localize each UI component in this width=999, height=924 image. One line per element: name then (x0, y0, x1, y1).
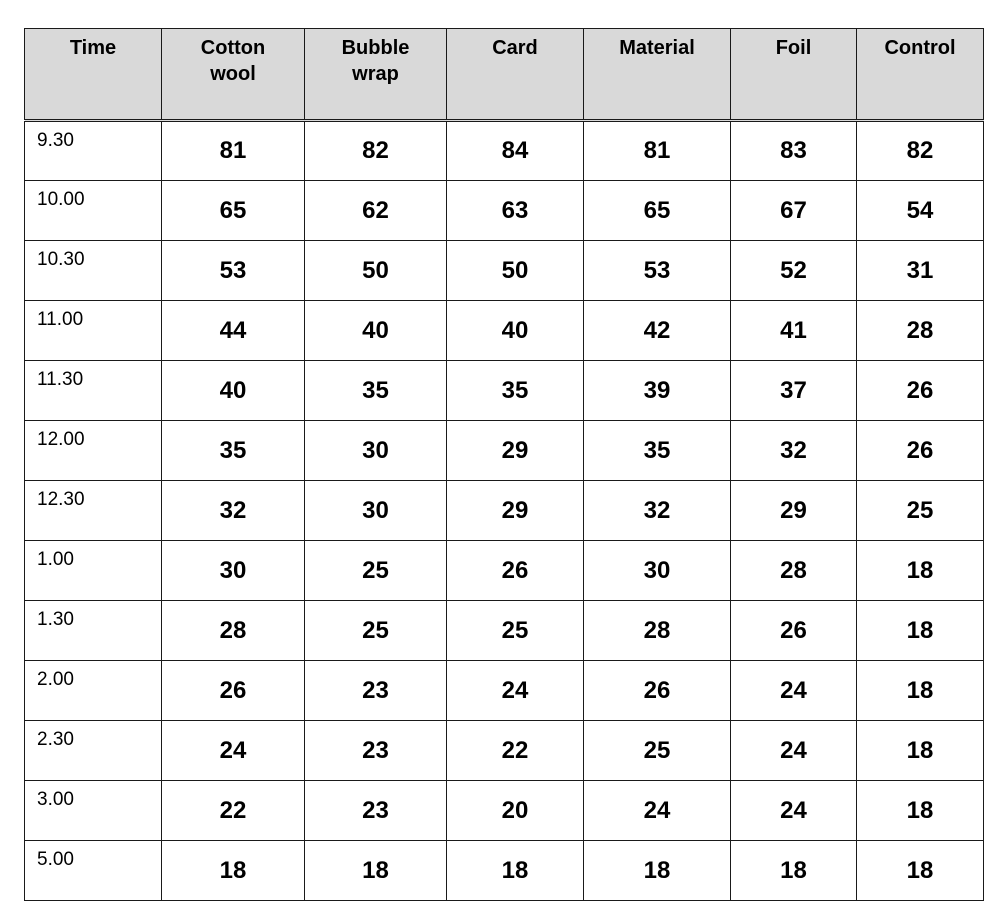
table-header (25, 29, 984, 121)
table-row (25, 661, 984, 721)
value-cell-card: 24 (447, 661, 584, 721)
table-row (25, 601, 984, 661)
table-row (25, 481, 984, 541)
table-row (25, 781, 984, 841)
header-row (25, 29, 984, 121)
table-row (25, 121, 984, 181)
value-cell-foil: 28 (731, 541, 857, 601)
value-cell-control: 31 (857, 241, 984, 301)
time-cell: 11.30 (25, 361, 162, 421)
table-row (25, 841, 984, 901)
value-cell-material: 25 (584, 721, 731, 781)
value-cell-material: 26 (584, 661, 731, 721)
value-cell-material: 18 (584, 841, 731, 901)
value-cell-bubble-wrap: 25 (305, 601, 447, 661)
value-cell-bubble-wrap: 30 (305, 481, 447, 541)
value-cell-card: 26 (447, 541, 584, 601)
time-cell: 2.00 (25, 661, 162, 721)
value-cell-bubble-wrap: 82 (305, 121, 447, 181)
value-cell-control: 26 (857, 421, 984, 481)
header-time: Time (25, 29, 162, 121)
value-cell-cotton-wool: 26 (162, 661, 305, 721)
time-cell: 3.00 (25, 781, 162, 841)
value-cell-card: 63 (447, 181, 584, 241)
header-bubble-wrap: Bubble wrap (305, 29, 447, 121)
value-cell-card: 40 (447, 301, 584, 361)
value-cell-control: 25 (857, 481, 984, 541)
value-cell-cotton-wool: 30 (162, 541, 305, 601)
value-cell-cotton-wool: 32 (162, 481, 305, 541)
value-cell-control: 18 (857, 541, 984, 601)
value-cell-cotton-wool: 81 (162, 121, 305, 181)
value-cell-bubble-wrap: 50 (305, 241, 447, 301)
value-cell-material: 42 (584, 301, 731, 361)
table-body (25, 121, 984, 901)
value-cell-material: 32 (584, 481, 731, 541)
value-cell-material: 65 (584, 181, 731, 241)
value-cell-card: 84 (447, 121, 584, 181)
value-cell-control: 18 (857, 721, 984, 781)
value-cell-foil: 26 (731, 601, 857, 661)
value-cell-card: 22 (447, 721, 584, 781)
temperature-table (24, 28, 984, 901)
value-cell-control: 28 (857, 301, 984, 361)
time-cell: 2.30 (25, 721, 162, 781)
value-cell-material: 53 (584, 241, 731, 301)
header-cotton-wool: Cotton wool (162, 29, 305, 121)
time-cell: 1.30 (25, 601, 162, 661)
time-cell: 10.30 (25, 241, 162, 301)
value-cell-material: 35 (584, 421, 731, 481)
time-cell: 12.30 (25, 481, 162, 541)
value-cell-material: 39 (584, 361, 731, 421)
time-cell: 5.00 (25, 841, 162, 901)
header-material: Material (584, 29, 731, 121)
time-cell: 11.00 (25, 301, 162, 361)
table-row (25, 241, 984, 301)
value-cell-card: 29 (447, 421, 584, 481)
value-cell-card: 35 (447, 361, 584, 421)
table-row (25, 301, 984, 361)
value-cell-cotton-wool: 22 (162, 781, 305, 841)
value-cell-cotton-wool: 65 (162, 181, 305, 241)
value-cell-foil: 24 (731, 661, 857, 721)
value-cell-cotton-wool: 24 (162, 721, 305, 781)
value-cell-bubble-wrap: 40 (305, 301, 447, 361)
header-foil: Foil (731, 29, 857, 121)
value-cell-card: 18 (447, 841, 584, 901)
value-cell-foil: 52 (731, 241, 857, 301)
value-cell-material: 81 (584, 121, 731, 181)
time-cell: 9.30 (25, 121, 162, 181)
value-cell-cotton-wool: 53 (162, 241, 305, 301)
value-cell-bubble-wrap: 35 (305, 361, 447, 421)
value-cell-foil: 37 (731, 361, 857, 421)
value-cell-card: 20 (447, 781, 584, 841)
table-row (25, 721, 984, 781)
time-cell: 1.00 (25, 541, 162, 601)
value-cell-material: 28 (584, 601, 731, 661)
value-cell-control: 18 (857, 661, 984, 721)
value-cell-foil: 18 (731, 841, 857, 901)
value-cell-card: 25 (447, 601, 584, 661)
header-control: Control (857, 29, 984, 121)
value-cell-card: 29 (447, 481, 584, 541)
value-cell-bubble-wrap: 23 (305, 781, 447, 841)
value-cell-foil: 32 (731, 421, 857, 481)
table-row (25, 541, 984, 601)
value-cell-cotton-wool: 28 (162, 601, 305, 661)
value-cell-bubble-wrap: 62 (305, 181, 447, 241)
value-cell-control: 26 (857, 361, 984, 421)
value-cell-control: 18 (857, 841, 984, 901)
value-cell-foil: 41 (731, 301, 857, 361)
time-cell: 12.00 (25, 421, 162, 481)
value-cell-cotton-wool: 35 (162, 421, 305, 481)
table-row (25, 181, 984, 241)
table-row (25, 361, 984, 421)
table-row (25, 421, 984, 481)
value-cell-foil: 29 (731, 481, 857, 541)
value-cell-control: 18 (857, 601, 984, 661)
value-cell-card: 50 (447, 241, 584, 301)
value-cell-bubble-wrap: 30 (305, 421, 447, 481)
value-cell-control: 18 (857, 781, 984, 841)
value-cell-foil: 83 (731, 121, 857, 181)
value-cell-foil: 24 (731, 781, 857, 841)
value-cell-bubble-wrap: 25 (305, 541, 447, 601)
value-cell-control: 82 (857, 121, 984, 181)
value-cell-cotton-wool: 18 (162, 841, 305, 901)
time-cell: 10.00 (25, 181, 162, 241)
value-cell-bubble-wrap: 23 (305, 661, 447, 721)
value-cell-bubble-wrap: 23 (305, 721, 447, 781)
value-cell-control: 54 (857, 181, 984, 241)
value-cell-foil: 24 (731, 721, 857, 781)
value-cell-material: 30 (584, 541, 731, 601)
value-cell-foil: 67 (731, 181, 857, 241)
value-cell-bubble-wrap: 18 (305, 841, 447, 901)
value-cell-cotton-wool: 44 (162, 301, 305, 361)
value-cell-material: 24 (584, 781, 731, 841)
value-cell-cotton-wool: 40 (162, 361, 305, 421)
header-card: Card (447, 29, 584, 121)
